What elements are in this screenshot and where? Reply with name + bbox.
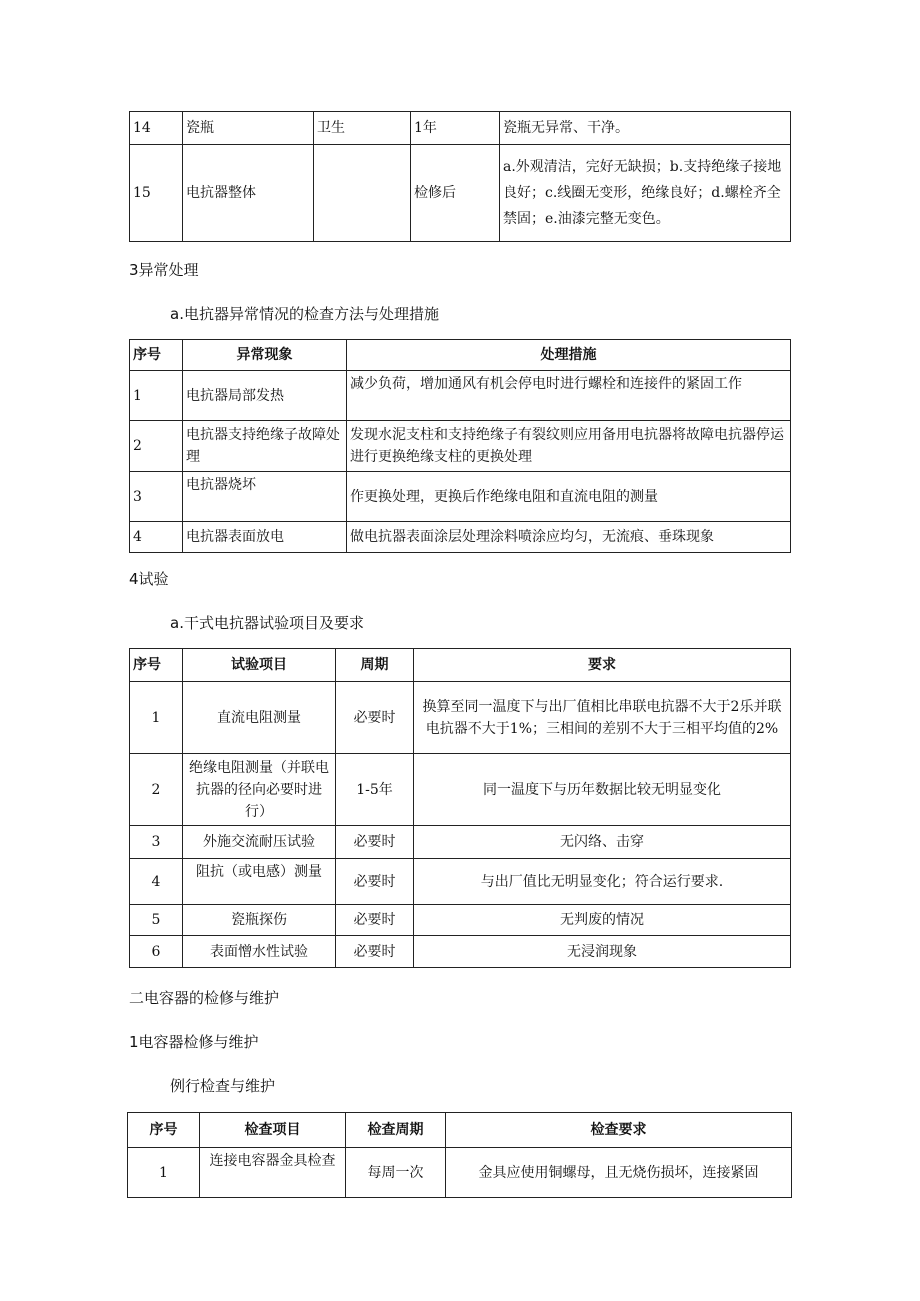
table-row (130, 472, 791, 522)
table-row (130, 145, 791, 242)
row-number: 5 (130, 905, 183, 936)
section-heading-capacitor: 二电容器的检修与维护 (129, 989, 280, 1007)
subheading-capacitor-maintenance: 1电容器检修与维护 (129, 1033, 259, 1051)
test-requirement: 换算至同一温度下与出厂值相比串联电抗器不大于2乐并联电抗器不大于1%；三相间的差别不大于三相平均值的2% (414, 682, 791, 754)
table-header-row (128, 1113, 792, 1148)
handling-measure: 发现水泥支柱和支持绝缘子有裂纹则应用备用电抗器将故障电抗器停运进行更换绝缘支柱的更换处理 (347, 421, 791, 472)
table-row (130, 112, 791, 145)
column-header: 检查要求 (446, 1113, 792, 1148)
item-name: 瓷瓶 (183, 112, 314, 145)
row-number: 1 (130, 682, 183, 754)
column-header: 处理措施 (347, 340, 791, 371)
row-number: 2 (130, 754, 183, 826)
test-requirement: 同一温度下与历年数据比较无明显变化 (414, 754, 791, 826)
test-requirement: 无闪络、击穿 (414, 826, 791, 859)
table-row (130, 754, 791, 826)
test-period: 必要时 (336, 905, 414, 936)
check-item: 连接电容器金具检查 (200, 1148, 346, 1198)
subheading-reactor-abnormal: a.电抗器异常情况的检查方法与处理措施 (170, 305, 439, 323)
table-header-row (130, 340, 791, 371)
row-number: 14 (130, 112, 183, 145)
table-row (130, 682, 791, 754)
test-item: 直流电阻测量 (183, 682, 336, 754)
check-period: 每周一次 (346, 1148, 446, 1198)
capacitor-check-table (127, 1112, 792, 1198)
table-row (130, 905, 791, 936)
column-header: 周期 (336, 649, 414, 682)
test-requirement: 与出厂值比无明显变化；符合运行要求. (414, 859, 791, 905)
table-row (128, 1148, 792, 1198)
abnormal-phenomenon: 电抗器烧坏 (183, 472, 347, 522)
row-number: 6 (130, 936, 183, 968)
abnormal-handling-table (129, 339, 791, 553)
column-header: 异常现象 (183, 340, 347, 371)
test-period: 必要时 (336, 936, 414, 968)
table-row (130, 421, 791, 472)
abnormal-phenomenon: 电抗器局部发热 (183, 371, 347, 421)
test-period: 1-5年 (336, 754, 414, 826)
row-number: 1 (130, 371, 183, 421)
test-item: 瓷瓶探伤 (183, 905, 336, 936)
table-row (130, 826, 791, 859)
table-row (130, 522, 791, 553)
test-period: 必要时 (336, 826, 414, 859)
column-header: 序号 (130, 340, 183, 371)
row-number: 1 (128, 1148, 200, 1198)
test-period: 必要时 (336, 682, 414, 754)
column-header: 检查周期 (346, 1113, 446, 1148)
abnormal-phenomenon: 电抗器支持绝缘子故障处理 (183, 421, 347, 472)
handling-measure: 作更换处理，更换后作绝缘电阻和直流电阻的测量 (347, 472, 791, 522)
test-item: 绝缘电阻测量（并联电抗器的径向必要时进行） (183, 754, 336, 826)
check-requirement: 金具应使用铜螺母，且无烧伤损坏，连接紧固 (446, 1148, 792, 1198)
table-row (130, 859, 791, 905)
row-number: 4 (130, 522, 183, 553)
subheading-dry-reactor-test: a.干式电抗器试验项目及要求 (170, 614, 364, 632)
test-requirement: 无浸润现象 (414, 936, 791, 968)
item-period: 1年 (411, 112, 500, 145)
test-item: 表面憎水性试验 (183, 936, 336, 968)
item-requirement: a.外观清洁，完好无缺损；b.支持绝缘子接地良好；c.线圈无变形，绝缘良好；d.螺栓齐全禁固；e.油漆完整无变色。 (500, 145, 791, 242)
row-number: 2 (130, 421, 183, 472)
table-row (130, 371, 791, 421)
column-header: 序号 (128, 1113, 200, 1148)
subheading-routine-check: 例行检查与维护 (170, 1077, 276, 1095)
test-items-table (129, 648, 791, 968)
handling-measure: 减少负荷，增加通风有机会停电时进行螺栓和连接件的紧固工作 (347, 371, 791, 421)
section-heading-test: 4试验 (129, 570, 169, 588)
column-header: 检查项目 (200, 1113, 346, 1148)
item-type: 卫生 (314, 112, 411, 145)
item-name: 电抗器整体 (183, 145, 314, 242)
item-type (314, 145, 411, 242)
row-number: 15 (130, 145, 183, 242)
row-number: 4 (130, 859, 183, 905)
column-header: 序号 (130, 649, 183, 682)
test-period: 必要时 (336, 859, 414, 905)
test-item: 阻抗（或电感）测量 (183, 859, 336, 905)
item-requirement: 瓷瓶无异常、干净。 (500, 112, 791, 145)
column-header: 要求 (414, 649, 791, 682)
test-requirement: 无判废的情况 (414, 905, 791, 936)
table-row (130, 936, 791, 968)
row-number: 3 (130, 826, 183, 859)
handling-measure: 做电抗器表面涂层处理涂料喷涂应均匀，无流痕、垂珠现象 (347, 522, 791, 553)
section-heading-abnormal: 3异常处理 (129, 261, 199, 279)
abnormal-phenomenon: 电抗器表面放电 (183, 522, 347, 553)
table-header-row (130, 649, 791, 682)
maintenance-table-continued (129, 111, 791, 242)
row-number: 3 (130, 472, 183, 522)
item-period: 检修后 (411, 145, 500, 242)
test-item: 外施交流耐压试验 (183, 826, 336, 859)
column-header: 试验项目 (183, 649, 336, 682)
